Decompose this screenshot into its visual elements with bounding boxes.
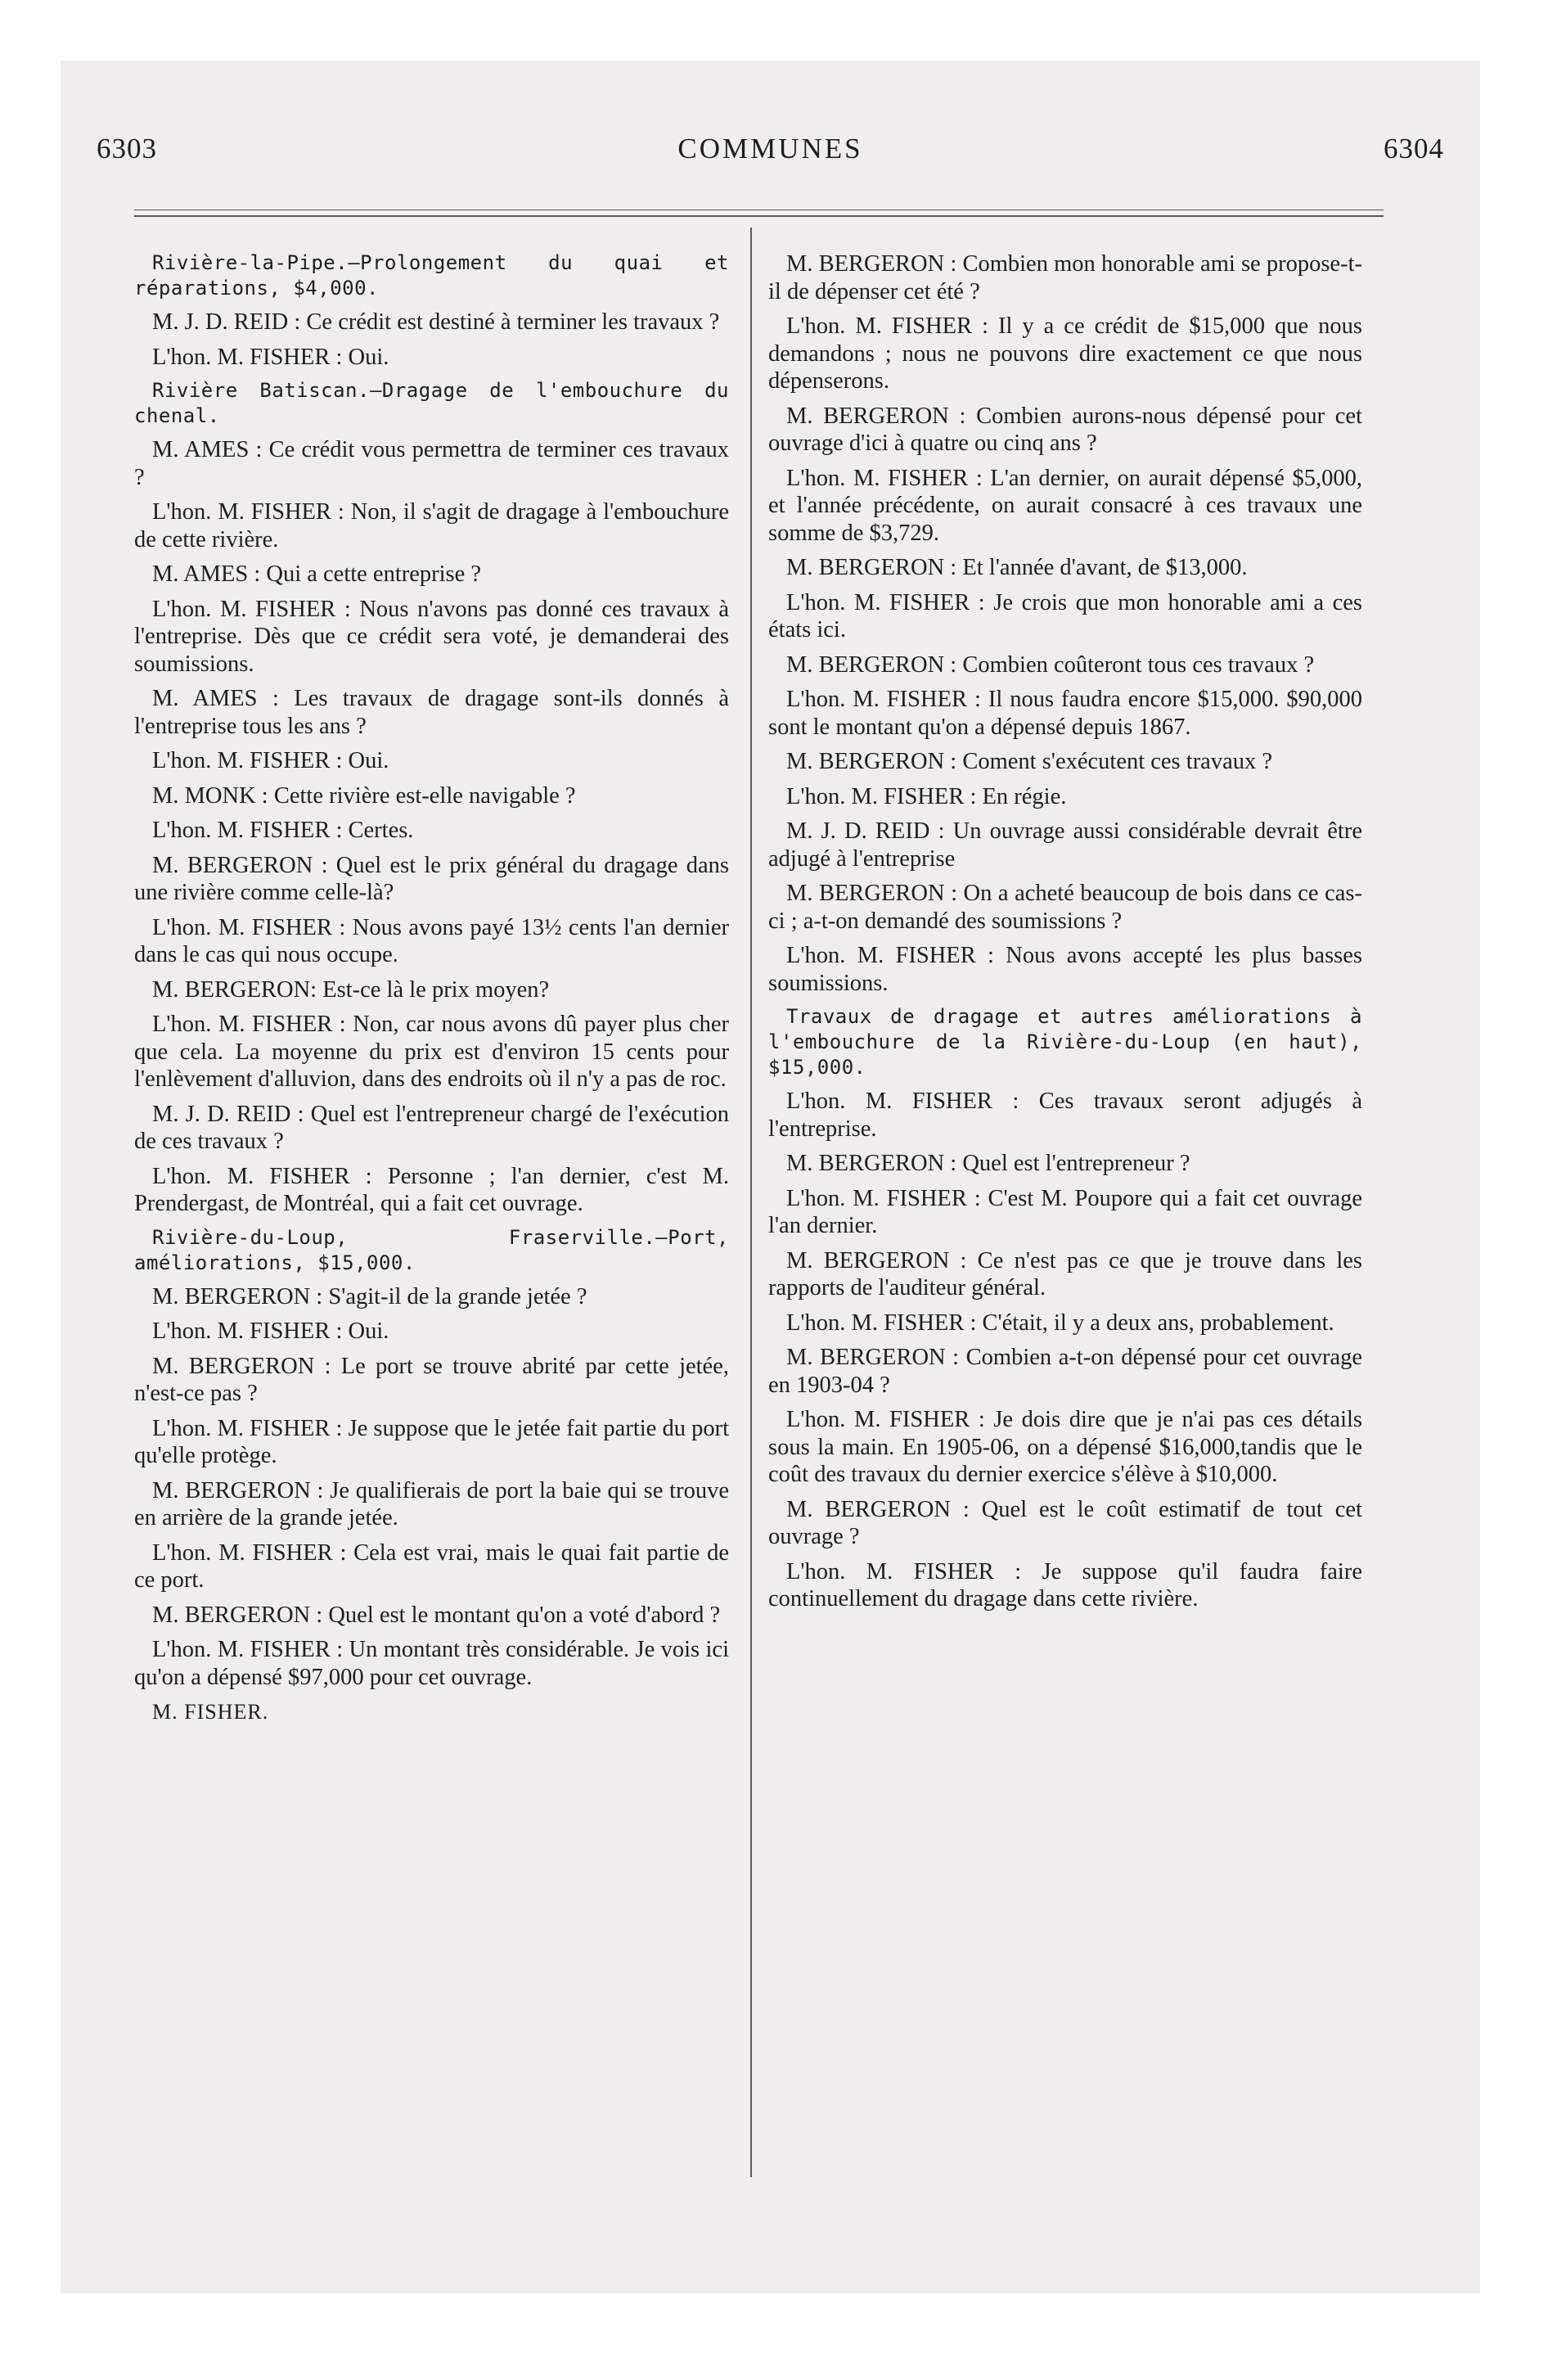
- speech-paragraph: M. BERGERON : On a acheté beaucoup de bois dans ce cas-ci ; a-t-on demandé des soumissions ?: [768, 881, 1362, 934]
- page-title: COMMUNES: [677, 133, 863, 165]
- speech-paragraph: L'hon. M. FISHER : C'était, il y a deux ans, probablement.: [786, 1309, 1334, 1336]
- speech-paragraph: L'hon. M. FISHER : Ces travaux seront adjugés à l'entreprise.: [768, 1089, 1362, 1142]
- speech-paragraph: L'hon. M. FISHER : Oui.: [152, 748, 389, 773]
- speech-paragraph: M. BERGERON : Coment s'exécutent ces travaux ?: [786, 749, 1273, 774]
- speech-paragraph: M. BERGERON : Combien coûteront tous ces travaux ?: [786, 651, 1315, 678]
- left-column: [134, 250, 729, 1733]
- speech-paragraph: L'hon. M. FISHER : Cela est vrai, mais le quai fait partie de ce port.: [134, 1539, 729, 1593]
- speech-paragraph: M. BERGERON : Quel est le coût estimatif de tout cet ouvrage ?: [768, 1496, 1362, 1549]
- budget-item: Rivière-du-Loup, Fraserville.—Port, améliorations, $15,000.: [134, 1225, 729, 1274]
- speech-paragraph: L'hon. M. FISHER : Il y a ce crédit de $15,000 que nous demandons ; nous ne pouvons dire exactement ce que nous dépenserons.: [768, 313, 1362, 394]
- speech-paragraph: M. AMES : Les travaux de dragage sont-ils donnés à l'entreprise tous les ans ?: [134, 686, 729, 739]
- right-column: [768, 250, 1362, 1620]
- speech-paragraph: L'hon. M. FISHER : Personne ; l'an dernier, c'est M. Prendergast, de Montréal, qui a fait cet ouvrage.: [134, 1163, 729, 1216]
- speech-paragraph: M. BERGERON: Est-ce là le prix moyen?: [152, 976, 550, 1003]
- budget-item: Rivière-la-Pipe.—Prolongement du quai et réparations, $4,000.: [134, 251, 729, 300]
- speech-paragraph: L'hon. M. FISHER : Un montant très considérable. Je vois ici qu'on a dépensé $97,000 pour cet ouvrage.: [134, 1637, 729, 1690]
- budget-item: Rivière Batiscan.—Dragage de l'embouchure du chenal.: [134, 379, 729, 427]
- speech-paragraph: M. BERGERON : Ce n'est pas ce que je trouve dans les rapports de l'auditeur général.: [768, 1247, 1362, 1300]
- speech-paragraph: L'hon. M. FISHER : Il nous faudra encore $15,000. $90,000 sont le montant qu'on a dépensé depuis 1867.: [768, 687, 1362, 740]
- speech-paragraph: L'hon. M. FISHER : C'est M. Poupore qui a fait cet ouvrage l'an dernier.: [768, 1185, 1362, 1238]
- speech-paragraph: M. BERGERON : S'agit-il de la grande jetée ?: [152, 1283, 587, 1309]
- speech-paragraph: M. J. D. REID : Un ouvrage aussi considérable devrait être adjugé à l'entreprise: [768, 818, 1362, 872]
- speech-paragraph: M. J. D. REID : Quel est l'entrepreneur chargé de l'exécution de ces travaux ?: [134, 1101, 729, 1154]
- speech-paragraph: L'hon. M. FISHER : Nous n'avons pas donné ces travaux à l'entreprise. Dès que ce crédit sera voté, je demanderai des soumissions.: [134, 596, 729, 677]
- speech-paragraph: L'hon. M. FISHER : En régie.: [786, 783, 1067, 809]
- speech-paragraph: L'hon. M. FISHER : Je dois dire que je n'ai pas ces détails sous la main. En 1905-06, on a dépensé $16,000,tandis que le coût des travaux du dernier exercice s'élève à $10,000.: [768, 1407, 1362, 1487]
- speech-paragraph: M. BERGERON : Le port se trouve abrité par cette jetée, n'est-ce pas ?: [134, 1353, 729, 1406]
- speech-paragraph: M. BERGERON : Combien a-t-on dépensé pour cet ouvrage en 1903-04 ?: [768, 1345, 1362, 1398]
- speech-paragraph: L'hon. M. FISHER : Je crois que mon honorable ami a ces états ici.: [768, 589, 1362, 642]
- speech-paragraph: L'hon. M. FISHER : Je suppose qu'il faudra faire continuellement du dragage dans cette rivière.: [768, 1558, 1362, 1611]
- speech-paragraph: M. AMES : Qui a cette entreprise ?: [152, 561, 482, 587]
- header-rule: [134, 210, 1384, 217]
- column-divider: [750, 228, 752, 2177]
- left-page-number: 6303: [97, 133, 157, 165]
- speech-paragraph: M. BERGERON : Combien mon honorable ami se propose-t-il de dépenser cet été ?: [768, 251, 1362, 304]
- speech-paragraph: L'hon. M. FISHER : Oui.: [152, 1318, 389, 1344]
- page-header: [97, 133, 1444, 182]
- speech-paragraph: M. BERGERON : Je qualifierais de port la baie qui se trouve en arrière de la grande jetée.: [134, 1477, 729, 1530]
- signature-line: M. FISHER.: [152, 1700, 269, 1724]
- speech-paragraph: M. BERGERON : Quel est le prix général du dragage dans une rivière comme celle-là?: [134, 852, 729, 905]
- speech-paragraph: L'hon. M. FISHER : Nous avons accepté les plus basses soumissions.: [768, 943, 1362, 996]
- budget-item: Travaux de dragage et autres améliorations à l'embouchure de la Rivière-du-Loup (en haut), $15,000.: [768, 1005, 1362, 1079]
- speech-paragraph: M. MONK : Cette rivière est-elle navigable ?: [152, 782, 576, 809]
- speech-paragraph: L'hon. M. FISHER : Je suppose que le jetée fait partie du port qu'elle protège.: [134, 1415, 729, 1468]
- speech-paragraph: M. J. D. REID : Ce crédit est destiné à terminer les travaux ?: [152, 309, 720, 335]
- speech-paragraph: L'hon. M. FISHER : Non, il s'agit de dragage à l'embouchure de cette rivière.: [134, 499, 729, 552]
- speech-paragraph: L'hon. M. FISHER : Certes.: [152, 818, 414, 843]
- page-sheet: [61, 61, 1480, 2293]
- speech-paragraph: M. BERGERON : Et l'année d'avant, de $13,000.: [786, 555, 1248, 580]
- right-page-number: 6304: [1384, 133, 1444, 165]
- speech-paragraph: M. AMES : Ce crédit vous permettra de terminer ces travaux ?: [134, 437, 729, 490]
- speech-paragraph: L'hon. M. FISHER : Oui.: [152, 344, 389, 370]
- speech-paragraph: M. BERGERON : Combien aurons-nous dépensé pour cet ouvrage d'ici à quatre ou cinq ans ?: [768, 403, 1362, 456]
- speech-paragraph: L'hon. M. FISHER : Non, car nous avons dû payer plus cher que cela. La moyenne du prix est d'environ 15 cents pour l'enlèvement d'alluvion, dans des endroits où il n'y a pas de roc.: [134, 1012, 729, 1092]
- speech-paragraph: M. BERGERON : Quel est le montant qu'on a voté d'abord ?: [152, 1602, 721, 1628]
- speech-paragraph: M. BERGERON : Quel est l'entrepreneur ?: [786, 1151, 1190, 1176]
- speech-paragraph: L'hon. M. FISHER : L'an dernier, on aurait dépensé $5,000, et l'année précédente, on aurait consacré à ces travaux une somme de $3,729.: [768, 465, 1362, 546]
- speech-paragraph: L'hon. M. FISHER : Nous avons payé 13½ cents l'an dernier dans le cas qui nous occupe.: [134, 914, 729, 967]
